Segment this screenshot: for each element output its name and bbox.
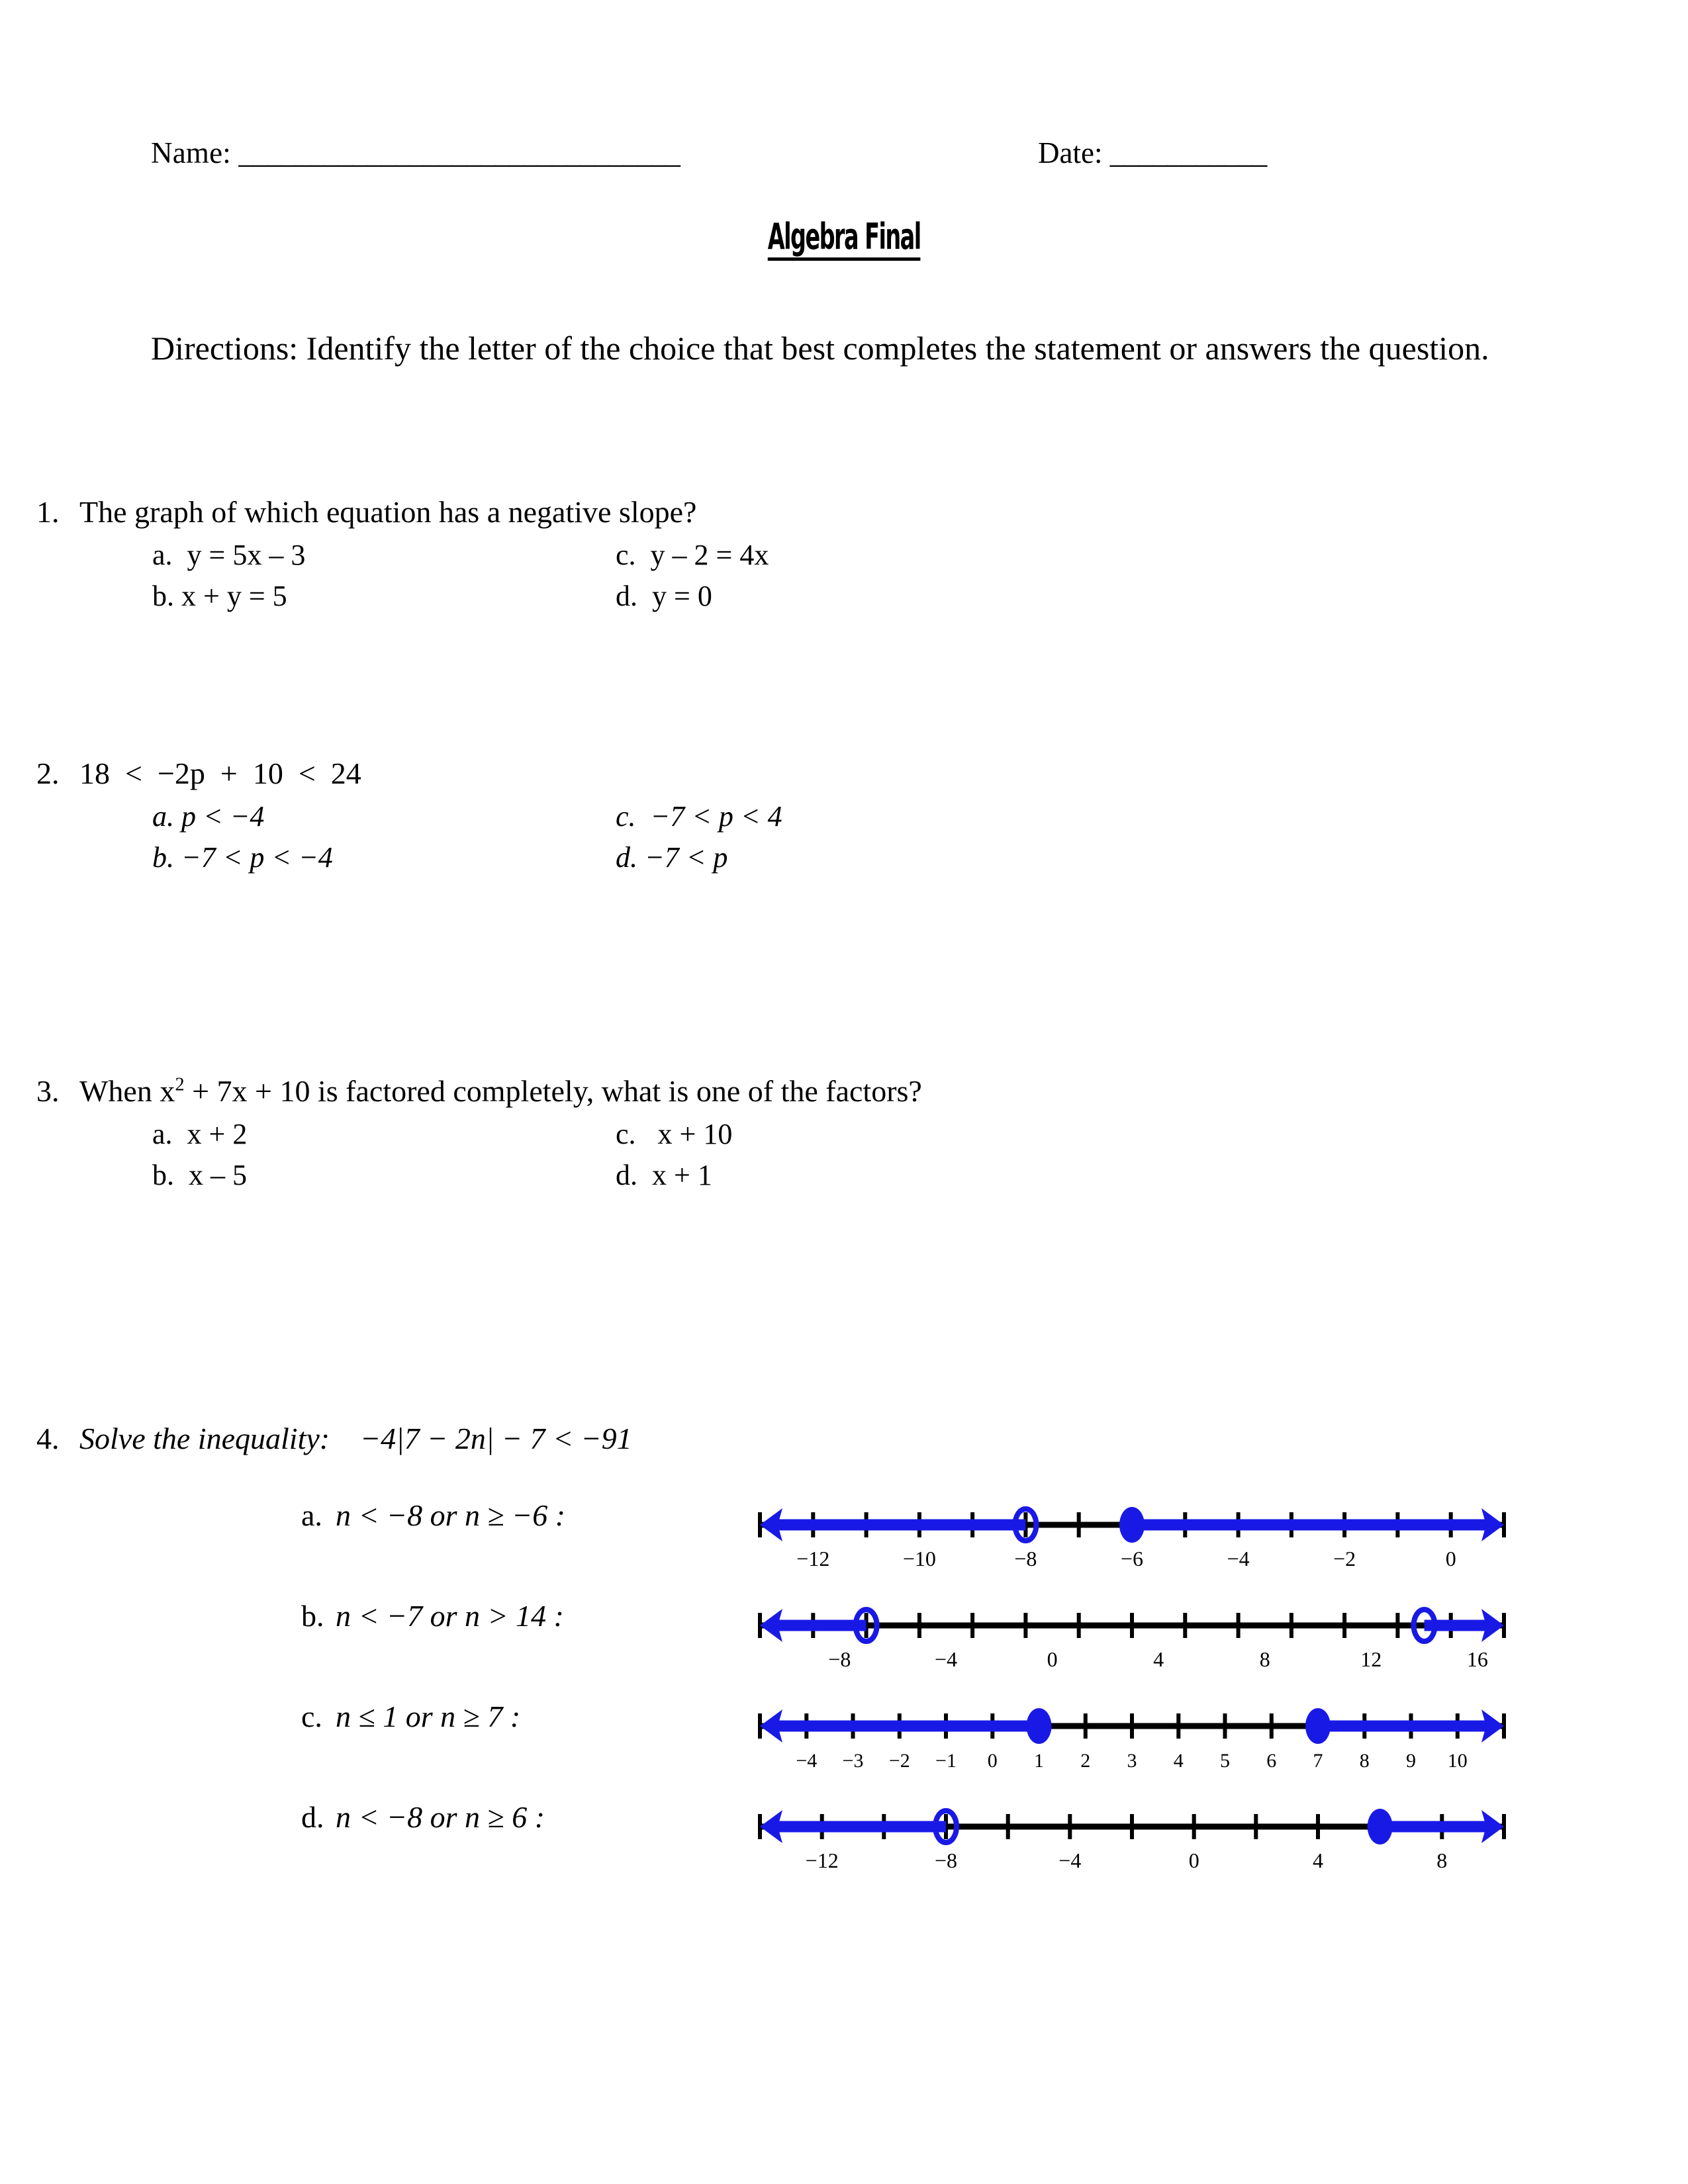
question-4-choice-b-row <box>0 1584 1488 1685</box>
svg-text:−12: −12 <box>796 1546 830 1570</box>
choice-letter: a. <box>301 1498 322 1532</box>
svg-text:3: 3 <box>1127 1749 1137 1772</box>
svg-text:2: 2 <box>1080 1749 1091 1772</box>
question-4-stem-row <box>0 1420 1390 1459</box>
choice-letter: b. <box>301 1598 324 1633</box>
choice-label-text: n < −7 or n > 14 : <box>336 1598 564 1633</box>
svg-text:−8: −8 <box>934 1848 958 1872</box>
svg-text:10: 10 <box>1447 1749 1468 1772</box>
question-1-choice-a[interactable]: a. y = 5x – 3 <box>152 538 306 571</box>
svg-text:4: 4 <box>1313 1848 1323 1872</box>
svg-text:−12: −12 <box>805 1848 839 1872</box>
svg-text:16: 16 <box>1466 1647 1488 1671</box>
choice-label-text: n < −8 or n ≥ −6 : <box>336 1498 566 1532</box>
question-2-choice-d[interactable]: d. −7 < p <box>616 841 728 874</box>
number-line-c <box>735 1685 1529 1784</box>
directions-text: Directions: Identify the letter of the choice that best completes the statement or answers the question. <box>151 330 1489 367</box>
question-1-stem: The graph of which equation has a negative slope? <box>79 495 697 529</box>
date-blank-line[interactable]: ___________ <box>1109 136 1267 169</box>
svg-text:0: 0 <box>987 1749 998 1772</box>
svg-text:5: 5 <box>1220 1749 1230 1772</box>
choice-row <box>152 1156 1390 1197</box>
question-1-choice-c[interactable]: c. y – 2 = 4x <box>616 538 769 571</box>
choice-row <box>152 1115 1390 1156</box>
question-1-stem-row <box>0 493 1390 532</box>
question-4-choice-d-row <box>0 1786 1448 1886</box>
question-3 <box>0 1072 1390 1197</box>
svg-text:1: 1 <box>1034 1749 1044 1772</box>
question-3-stem-post: + 7x + 10 is factored completely, what is one of the factors? <box>184 1074 922 1108</box>
svg-text:−10: −10 <box>902 1546 936 1570</box>
svg-text:−3: −3 <box>842 1749 864 1772</box>
question-2-choices <box>0 797 1390 880</box>
svg-text:−1: −1 <box>935 1749 957 1772</box>
name-field-group <box>151 136 680 170</box>
choice-row <box>152 839 1390 880</box>
question-2-choice-b[interactable]: b. −7 < p < −4 <box>152 841 333 874</box>
question-1-number: 1. <box>36 495 60 529</box>
page-title <box>0 218 1688 261</box>
svg-text:−4: −4 <box>1227 1546 1250 1570</box>
svg-text:8: 8 <box>1436 1848 1448 1872</box>
svg-text:0: 0 <box>1445 1546 1456 1570</box>
question-4-choices <box>0 1484 1488 1886</box>
svg-text:8: 8 <box>1259 1647 1270 1671</box>
question-4-number: 4. <box>36 1422 60 1455</box>
svg-text:−2: −2 <box>1333 1546 1356 1570</box>
svg-text:−8: −8 <box>828 1647 851 1671</box>
number-line-a <box>735 1484 1529 1583</box>
svg-text:12: 12 <box>1360 1647 1382 1671</box>
svg-text:−8: −8 <box>1014 1546 1037 1570</box>
svg-text:−2: −2 <box>888 1749 910 1772</box>
question-4-choice-d[interactable] <box>301 1797 545 1837</box>
svg-text:−4: −4 <box>1058 1848 1082 1872</box>
question-4 <box>0 1420 1488 1886</box>
svg-text:6: 6 <box>1266 1749 1277 1772</box>
choice-row <box>152 797 1390 839</box>
question-4-choice-c[interactable] <box>301 1697 520 1737</box>
svg-text:−4: −4 <box>934 1647 958 1671</box>
svg-text:−4: −4 <box>796 1749 818 1772</box>
question-3-choice-c[interactable]: c. x + 10 <box>616 1117 733 1150</box>
student-info-header <box>151 136 1541 182</box>
svg-text:−6: −6 <box>1120 1546 1144 1570</box>
svg-text:4: 4 <box>1173 1749 1184 1772</box>
svg-text:9: 9 <box>1406 1749 1416 1772</box>
question-3-choice-d[interactable]: d. x + 1 <box>616 1158 712 1191</box>
question-2 <box>0 754 1390 880</box>
question-2-choice-c[interactable]: c. −7 < p < 4 <box>616 799 782 833</box>
number-line-b <box>735 1584 1529 1684</box>
date-label: Date: <box>1038 136 1110 169</box>
choice-row <box>152 577 1390 618</box>
question-3-exponent: 2 <box>175 1074 185 1095</box>
question-3-choice-b[interactable]: b. x – 5 <box>152 1158 247 1191</box>
question-4-choice-a[interactable] <box>301 1496 565 1535</box>
question-4-choice-a-row <box>0 1484 1456 1584</box>
choice-row <box>152 536 1390 577</box>
svg-text:0: 0 <box>1047 1647 1058 1671</box>
question-3-stem-pre: When x <box>79 1074 175 1108</box>
question-2-stem: 18 < −2p + 10 < 24 <box>79 756 361 790</box>
question-3-stem-row <box>0 1072 1337 1111</box>
question-3-number: 3. <box>36 1074 60 1108</box>
choice-letter: d. <box>301 1799 324 1834</box>
question-3-choice-a[interactable]: a. x + 2 <box>152 1117 248 1150</box>
question-2-choice-a[interactable]: a. p < −4 <box>152 799 265 833</box>
question-2-number: 2. <box>36 756 60 790</box>
question-4-stem: Solve the inequality: −4|7 − 2n| − 7 < −91 <box>79 1422 632 1455</box>
svg-text:0: 0 <box>1188 1848 1199 1872</box>
question-1 <box>0 493 1390 618</box>
svg-text:7: 7 <box>1313 1749 1323 1772</box>
choice-letter: c. <box>301 1699 322 1733</box>
name-blank-line[interactable]: _______________________________ <box>238 136 680 169</box>
date-field-group <box>1038 136 1266 170</box>
question-3-choices <box>0 1115 1390 1197</box>
choice-label-text: n ≤ 1 or n ≥ 7 : <box>336 1699 521 1733</box>
svg-text:4: 4 <box>1153 1647 1164 1671</box>
question-4-choice-b[interactable] <box>301 1596 564 1636</box>
question-1-choice-d[interactable]: d. y = 0 <box>616 579 712 612</box>
question-2-stem-row <box>0 754 1390 794</box>
number-line-d <box>735 1786 1529 1885</box>
name-label: Name: <box>151 136 239 169</box>
choice-label-text: n < −8 or n ≥ 6 : <box>336 1799 545 1834</box>
svg-text:8: 8 <box>1359 1749 1370 1772</box>
question-1-choice-b[interactable]: b. x + y = 5 <box>152 579 287 612</box>
page-title-text: Algebra Final <box>768 218 921 261</box>
question-1-choices <box>0 536 1390 618</box>
question-4-choice-c-row <box>0 1685 1468 1786</box>
